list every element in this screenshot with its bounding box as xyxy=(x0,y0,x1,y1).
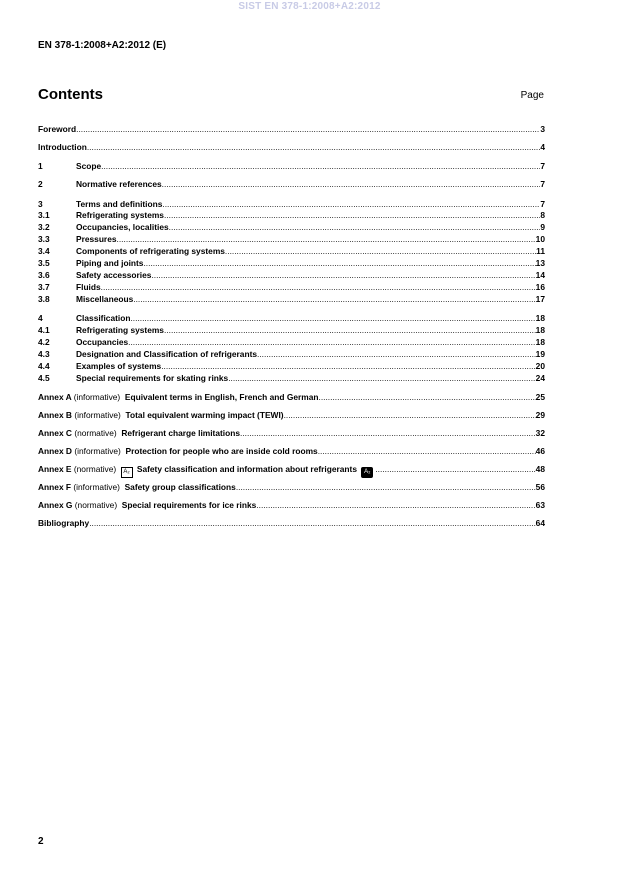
toc-entry-page: 14 xyxy=(535,270,545,280)
toc-entry-page: 3 xyxy=(540,124,545,134)
toc-entry-page: 11 xyxy=(536,246,545,256)
toc-entry-title: Designation and Classification of refrigerants xyxy=(76,349,258,359)
annex-title: Special requirements for ice rinks xyxy=(121,500,257,510)
toc-entry-page: 8 xyxy=(540,210,545,220)
toc-entry-number: 3.7 xyxy=(38,282,50,292)
toc-entry-3-3[interactable] xyxy=(38,233,545,245)
toc-entry-4-1[interactable] xyxy=(38,324,545,336)
toc-entry-number: 4.2 xyxy=(38,337,50,347)
toc-entry-page: 29 xyxy=(535,410,545,420)
annex-letter: Annex G xyxy=(38,500,73,510)
toc-entry-page: 18 xyxy=(535,337,545,347)
dot-leader xyxy=(236,481,536,493)
annex-class: (informative) xyxy=(73,482,120,492)
toc-annex-heading xyxy=(38,481,236,493)
toc-annex-heading xyxy=(38,427,240,439)
annex-letter: Annex A xyxy=(38,392,72,402)
toc-annex-c[interactable] xyxy=(38,427,545,439)
dot-leader xyxy=(164,324,536,336)
dot-leader xyxy=(76,123,540,135)
dot-leader xyxy=(130,312,535,324)
toc-entry-3-1[interactable] xyxy=(38,209,545,221)
dot-leader xyxy=(257,348,536,360)
page-number: 2 xyxy=(38,836,44,847)
toc-entry-page: 9 xyxy=(540,222,545,232)
annex-class: (normative) xyxy=(73,464,117,474)
toc-entry-title: Introduction xyxy=(38,142,87,152)
toc-entry-normative-references[interactable] xyxy=(38,178,545,190)
toc-entry-title: Components of refrigerating systems xyxy=(76,246,225,256)
toc-annex-heading xyxy=(38,409,284,421)
annex-letter: Annex B xyxy=(38,410,72,420)
toc-entry-number: 4.4 xyxy=(38,361,50,371)
toc-entry-page: 25 xyxy=(535,392,545,402)
toc-entry-3-8[interactable] xyxy=(38,293,545,305)
toc-entry-page: 19 xyxy=(535,349,545,359)
dot-leader xyxy=(101,281,536,293)
toc-annex-heading xyxy=(38,499,256,511)
toc-entry-page: 56 xyxy=(535,482,545,492)
toc-entry-page: 64 xyxy=(535,518,545,528)
toc-entry-4-4[interactable] xyxy=(38,360,545,372)
toc-entry-3-6[interactable] xyxy=(38,269,545,281)
toc-entry-number: 3 xyxy=(38,199,43,209)
dot-leader xyxy=(161,360,535,372)
toc-entry-number: 4 xyxy=(38,313,43,323)
annex-title: Total equivalent warming impact (TEWI) xyxy=(125,410,284,420)
toc-entry-scope[interactable] xyxy=(38,160,545,172)
toc-entry-page: 46 xyxy=(535,446,545,456)
toc-entry-4-2[interactable] xyxy=(38,336,545,348)
toc-entry-4-5[interactable] xyxy=(38,372,545,384)
dot-leader xyxy=(87,141,540,153)
dot-leader xyxy=(101,160,540,172)
toc-entry-page: 24 xyxy=(535,373,545,383)
annex-title: Safety classification and information about refrigerants xyxy=(136,464,357,474)
page-column-label: Page xyxy=(520,90,544,101)
toc-entry-page: 32 xyxy=(535,428,545,438)
annex-letter: Annex F xyxy=(38,482,72,492)
toc-entry-number: 3.2 xyxy=(38,222,50,232)
toc-entry-page: 7 xyxy=(540,199,545,209)
toc-entry-4-3[interactable] xyxy=(38,348,545,360)
toc-entry-number: 4.5 xyxy=(38,373,50,383)
toc-entry-title: Occupancies xyxy=(76,337,129,347)
toc-entry-number: 1 xyxy=(38,161,43,171)
dot-leader xyxy=(319,391,536,403)
toc-entry-title: Special requirements for skating rinks xyxy=(76,373,229,383)
toc-entry-foreword[interactable] xyxy=(38,123,545,135)
toc-entry-classification[interactable] xyxy=(38,312,545,324)
toc-entry-title: Piping and joints xyxy=(76,258,144,268)
toc-entry-number: 4.1 xyxy=(38,325,50,335)
toc-entry-3-5[interactable] xyxy=(38,257,545,269)
dot-leader xyxy=(143,257,535,269)
toc-entry-page: 17 xyxy=(535,294,545,304)
amendment-end-marker-icon: A₂ xyxy=(361,467,373,478)
dot-leader xyxy=(318,445,536,457)
dot-leader xyxy=(162,178,541,190)
dot-leader xyxy=(164,209,540,221)
toc-entry-title: Safety accessories xyxy=(76,270,152,280)
toc-entry-title: Scope xyxy=(76,161,102,171)
amendment-start-marker-icon: A₂ xyxy=(121,467,133,478)
toc-entry-number: 4.3 xyxy=(38,349,50,359)
dot-leader xyxy=(256,499,535,511)
toc-entry-number: 3.5 xyxy=(38,258,50,268)
toc-entry-page: 13 xyxy=(535,258,545,268)
toc-annex-a[interactable] xyxy=(38,391,545,403)
dot-leader xyxy=(375,463,535,475)
toc-entry-title: Classification xyxy=(76,313,131,323)
toc-entry-number: 3.4 xyxy=(38,246,50,256)
dot-leader xyxy=(128,336,536,348)
toc-annex-g[interactable] xyxy=(38,499,545,511)
toc-annex-heading xyxy=(38,445,318,457)
toc-entry-title: Pressures xyxy=(76,234,117,244)
toc-entry-3-7[interactable] xyxy=(38,281,545,293)
dot-leader xyxy=(89,517,535,529)
dot-leader xyxy=(228,372,535,384)
dot-leader xyxy=(133,293,535,305)
toc-annex-e[interactable] xyxy=(38,463,545,475)
toc-entry-3-4[interactable] xyxy=(38,245,545,257)
toc-entry-3-2[interactable] xyxy=(38,221,545,233)
annex-class: (normative) xyxy=(74,428,117,438)
toc-entry-page: 20 xyxy=(535,361,545,371)
annex-class: (normative) xyxy=(74,500,118,510)
annex-class: (informative) xyxy=(74,410,121,420)
toc-entry-number: 3.1 xyxy=(38,210,50,220)
dot-leader xyxy=(169,221,541,233)
toc-entry-page: 63 xyxy=(535,500,545,510)
toc-entry-title: Bibliography xyxy=(38,518,90,528)
contents-heading: Contents xyxy=(38,86,103,103)
annex-letter: Annex D xyxy=(38,446,72,456)
toc-entry-title: Terms and definitions xyxy=(76,199,163,209)
annex-class: (informative) xyxy=(74,446,121,456)
toc-annex-f[interactable] xyxy=(38,481,545,493)
watermark: SIST EN 378-1:2008+A2:2012 xyxy=(238,1,381,12)
toc-entry-number: 3.3 xyxy=(38,234,50,244)
toc-entry-bibliography[interactable] xyxy=(38,517,545,529)
toc-annex-b[interactable] xyxy=(38,409,545,421)
annex-title: Protection for people who are inside cold rooms xyxy=(125,446,318,456)
toc-entry-page: 48 xyxy=(535,464,545,474)
toc-entry-title: Fluids xyxy=(76,282,101,292)
toc-entry-title: Examples of systems xyxy=(76,361,162,371)
toc-annex-d[interactable] xyxy=(38,445,545,457)
toc-entry-number: 3.6 xyxy=(38,270,50,280)
toc-entry-page: 18 xyxy=(535,313,545,323)
annex-title: Safety group classifications xyxy=(124,482,236,492)
toc-entry-title: Normative references xyxy=(76,179,162,189)
toc-entry-page: 7 xyxy=(540,179,545,189)
toc-annex-heading xyxy=(38,391,319,403)
toc-entry-page: 18 xyxy=(535,325,545,335)
toc-entry-number: 2 xyxy=(38,179,43,189)
annex-title: Refrigerant charge limitations xyxy=(121,428,241,438)
toc-entry-title: Miscellaneous xyxy=(76,294,134,304)
document-id: EN 378-1:2008+A2:2012 (E) xyxy=(38,40,167,51)
toc-entry-page: 4 xyxy=(540,142,545,152)
annex-title: Equivalent terms in English, French and German xyxy=(124,392,319,402)
toc-entry-introduction[interactable] xyxy=(38,141,545,153)
toc-entry-title: Refrigerating systems xyxy=(76,210,164,220)
toc-entry-page: 16 xyxy=(535,282,545,292)
toc-entry-number: 3.8 xyxy=(38,294,50,304)
dot-leader xyxy=(225,245,536,257)
dot-leader xyxy=(240,427,536,439)
toc-entry-page: 7 xyxy=(540,161,545,171)
toc-entry-title: Occupancies, localities xyxy=(76,222,169,232)
dot-leader xyxy=(117,233,536,245)
toc-annex-heading xyxy=(38,463,375,475)
toc-entry-title: Refrigerating systems xyxy=(76,325,164,335)
dot-leader xyxy=(284,409,536,421)
annex-letter: Annex E xyxy=(38,464,72,474)
annex-letter: Annex C xyxy=(38,428,72,438)
toc-entry-page: 10 xyxy=(535,234,545,244)
dot-leader xyxy=(151,269,535,281)
annex-class: (informative) xyxy=(73,392,121,402)
toc-entry-title: Foreword xyxy=(38,124,77,134)
